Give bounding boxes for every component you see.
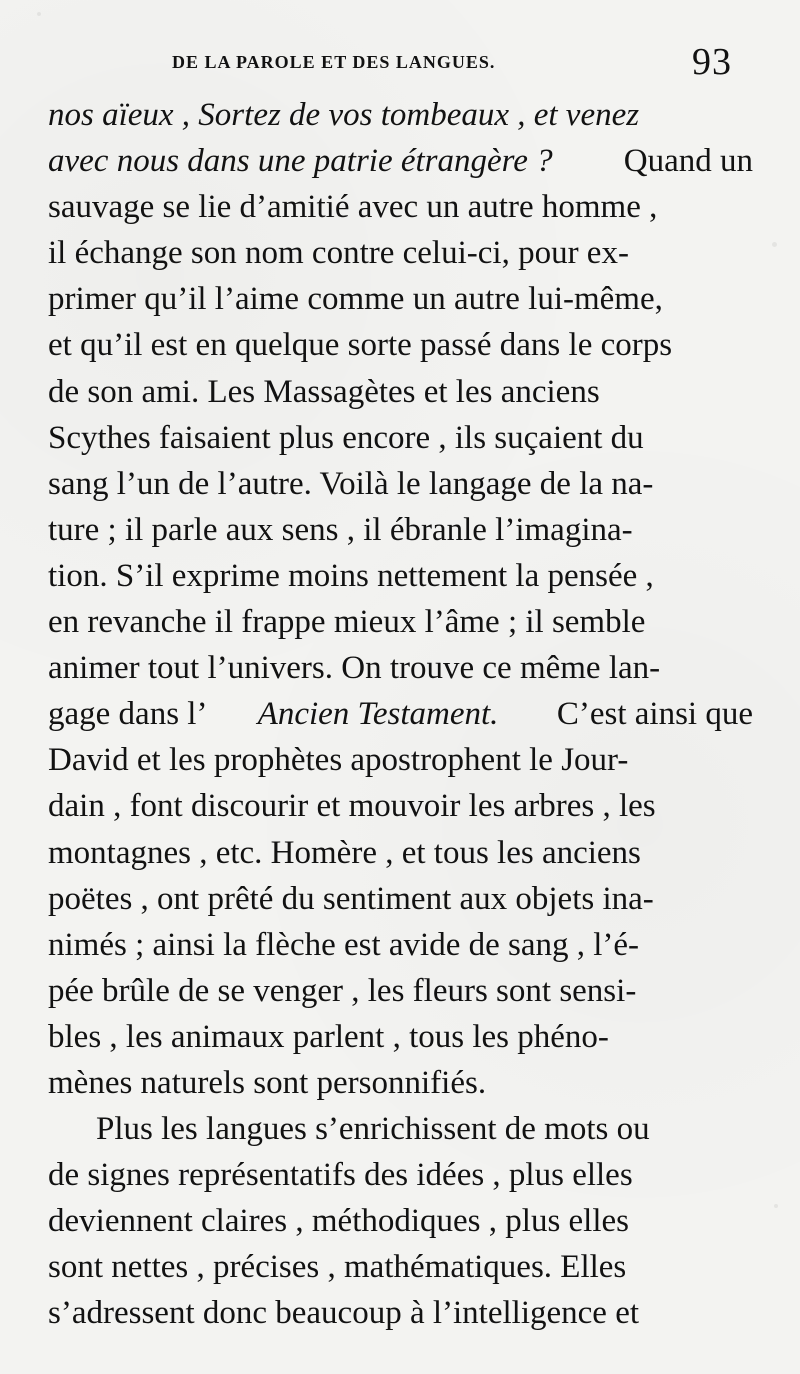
text-line bbox=[48, 922, 753, 968]
text-segment: sauvage se lie d’amitié avec un autre homme , bbox=[48, 189, 658, 226]
paper-speck bbox=[37, 12, 41, 16]
text-line bbox=[48, 369, 753, 415]
text-segment: en revanche il frappe mieux l’âme ; il semble bbox=[48, 604, 646, 641]
text-segment: sont nettes , précises , mathématiques. Elles bbox=[48, 1249, 627, 1286]
text-segment: pée brûle de se venger , les fleurs sont sensi- bbox=[48, 972, 637, 1009]
text-line bbox=[48, 645, 753, 691]
text-line bbox=[48, 276, 753, 322]
text-line bbox=[48, 783, 753, 829]
text-line bbox=[48, 599, 753, 645]
text-segment: bles , les animaux parlent , tous les phéno- bbox=[48, 1018, 609, 1055]
text-line bbox=[48, 553, 753, 599]
text-segment: nimés ; ainsi la flèche est avide de sang , l’é- bbox=[48, 926, 640, 963]
text-line bbox=[48, 138, 753, 184]
text-segment: poëtes , ont prêté du sentiment aux objets ina- bbox=[48, 880, 654, 917]
text-line bbox=[48, 415, 753, 461]
text-line bbox=[48, 1290, 753, 1336]
text-segment: de signes représentatifs des idées , plus elles bbox=[48, 1157, 633, 1194]
italic-text-segment: nos aïeux , Sortez de vos tombeaux , et venez bbox=[48, 97, 640, 133]
text-segment: gage dans l’ bbox=[48, 696, 208, 733]
text-segment: Plus les langues s’enrichissent de mots ou bbox=[96, 1111, 650, 1148]
text-segment: dain , font discourir et mouvoir les arbres , les bbox=[48, 788, 656, 825]
page-number: 93 bbox=[692, 41, 732, 83]
text-line bbox=[48, 737, 753, 783]
text-segment: C’est ainsi que bbox=[548, 696, 753, 733]
text-segment: deviennent claires , méthodiques , plus elles bbox=[48, 1203, 630, 1240]
italic-text-segment: avec nous dans une patrie étrangère ? bbox=[48, 143, 553, 180]
text-segment: montagnes , etc. Homère , et tous les anciens bbox=[48, 834, 641, 871]
text-line bbox=[48, 92, 753, 138]
text-line bbox=[48, 1198, 753, 1244]
text-segment: animer tout l’univers. On trouve ce même lan- bbox=[48, 650, 661, 687]
text-segment: Scythes faisaient plus encore , ils suçaient du bbox=[48, 419, 644, 456]
text-line bbox=[48, 322, 753, 368]
text-segment: s’adressent donc beaucoup à l’intelligence et bbox=[48, 1295, 640, 1332]
text-segment: et qu’il est en quelque sorte passé dans le corps bbox=[48, 327, 673, 364]
text-line bbox=[48, 1244, 753, 1290]
text-segment: mènes naturels sont personnifiés. bbox=[48, 1064, 487, 1101]
text-segment: primer qu’il l’aime comme un autre lui-même, bbox=[48, 281, 663, 318]
text-line bbox=[48, 184, 753, 230]
text-segment: de son ami. Les Massagètes et les anciens bbox=[48, 373, 600, 410]
text-line bbox=[48, 830, 753, 876]
text-line bbox=[48, 230, 753, 276]
text-segment: David et les prophètes apostrophent le Jour- bbox=[48, 742, 629, 779]
text-line bbox=[48, 691, 753, 737]
text-segment: il échange son nom contre celui-ci, pour ex- bbox=[48, 235, 629, 272]
italic-text-segment: Ancien Testament. bbox=[257, 696, 499, 733]
text-line bbox=[48, 968, 753, 1014]
text-segment: Quand un bbox=[615, 143, 753, 180]
text-line bbox=[48, 507, 753, 553]
body-text bbox=[48, 92, 753, 1337]
text-line bbox=[48, 1152, 753, 1198]
text-line bbox=[48, 876, 753, 922]
text-line bbox=[48, 1106, 753, 1152]
text-segment: tion. S’il exprime moins nettement la pensée , bbox=[48, 557, 654, 594]
text-line bbox=[48, 1014, 753, 1060]
text-segment: sang l’un de l’autre. Voilà le langage de la na- bbox=[48, 465, 654, 502]
text-line bbox=[48, 1060, 753, 1106]
paper-speck bbox=[774, 1204, 778, 1208]
text-segment: ture ; il parle aux sens , il ébranle l’imagina- bbox=[48, 511, 633, 548]
paper-speck bbox=[772, 242, 777, 247]
text-line bbox=[48, 461, 753, 507]
running-title: DE LA PAROLE ET DES LANGUES. bbox=[172, 52, 496, 72]
page-header bbox=[172, 41, 732, 83]
